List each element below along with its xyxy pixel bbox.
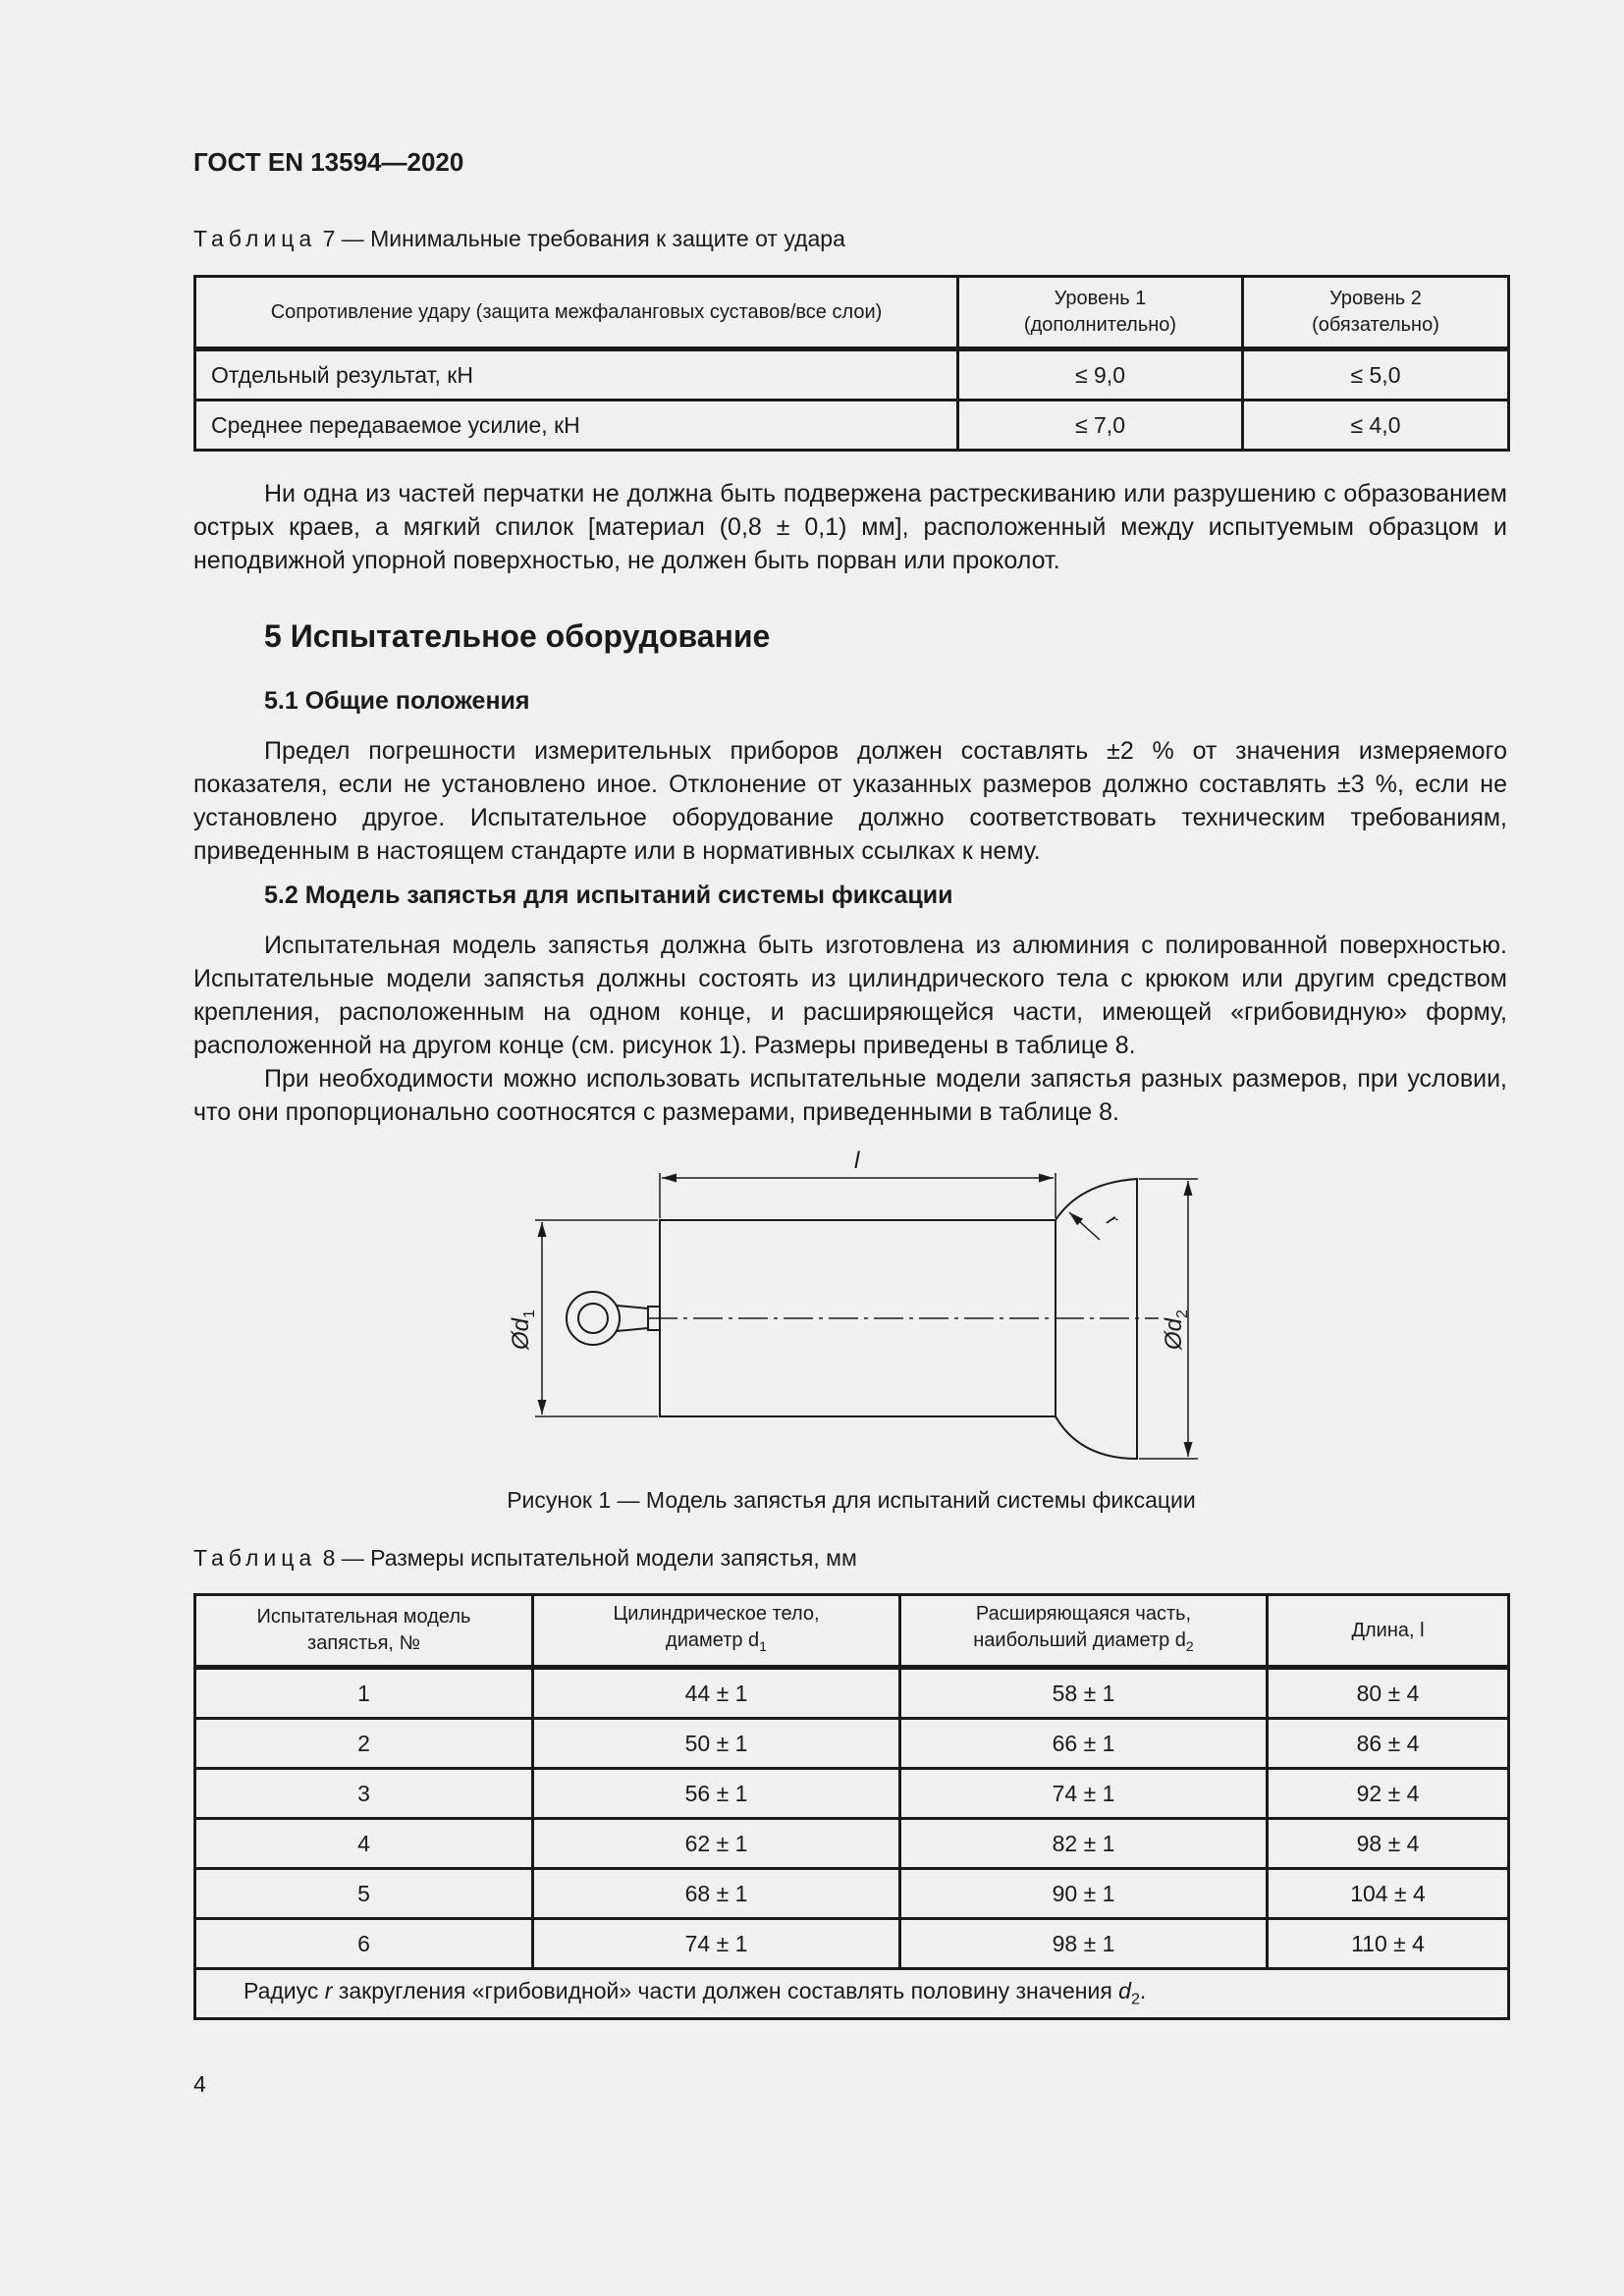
paragraph-text: Испытательная модель запястья должна быть изготовлена из алюминия с полированной поверхностью. Испытательные модели запястья должны состоять из цилиндрического тела с крюком или другим средством крепления, расположенным на одном конце, и расширяющейся части, имеющей «грибовидную» форму, расположенной на другом конце (см. рисунок 1). Размеры приведены в таблице 8. bbox=[193, 932, 1507, 1059]
table7-header-level1 bbox=[958, 277, 1243, 349]
table8-header-cylinder-main: Цилиндрическое тело, bbox=[613, 1603, 820, 1625]
paragraph-text: При необходимости можно использовать испытательные модели запястья разных размеров, при условии, что они пропорционально соотносятся с размерами, приведенными в таблице 8. bbox=[193, 1065, 1507, 1126]
table8-cell: 110 ± 4 bbox=[1268, 1919, 1509, 1969]
hook-ring-outer bbox=[567, 1292, 620, 1345]
table8-cell: 5 bbox=[195, 1869, 533, 1919]
table8-header-cylinder-sub bbox=[534, 1628, 898, 1660]
table7-header-level1-text: Уровень 1 (дополнительно) bbox=[1023, 288, 1177, 336]
table7-cell: ≤ 5,0 bbox=[1243, 349, 1509, 400]
label-d2-sub: 2 bbox=[1174, 1309, 1191, 1318]
table7-header-level2-text: Уровень 2 (обязательно) bbox=[1312, 288, 1439, 336]
table-row bbox=[195, 400, 1509, 451]
table8-cell: 56 ± 1 bbox=[533, 1769, 900, 1819]
table8-header-expanding-main: Расширяющаяся часть, bbox=[975, 1603, 1192, 1625]
table8-header-cylinder-sub-text: диаметр d bbox=[666, 1629, 760, 1651]
section-5-title: 5 Испытательное оборудование bbox=[264, 618, 771, 654]
table7-cell: Среднее передаваемое усилие, кН bbox=[195, 400, 958, 451]
note-d: d bbox=[1118, 1978, 1131, 2004]
table7-header-resistance: Сопротивление удару (защита межфаланговых суставов/все слои) bbox=[195, 277, 958, 349]
section-5-2-title: 5.2 Модель запястья для испытаний системы фиксации bbox=[264, 881, 953, 909]
table8-cell: 6 bbox=[195, 1919, 533, 1969]
label-d2 bbox=[1161, 1309, 1191, 1351]
table8-cell: 92 ± 4 bbox=[1268, 1769, 1509, 1819]
table8-header-length: Длина, l bbox=[1268, 1595, 1509, 1668]
table8 bbox=[193, 1593, 1510, 2020]
label-d1 bbox=[508, 1309, 538, 1351]
table8-cell: 58 ± 1 bbox=[900, 1668, 1268, 1719]
table7-caption-word: Таблица bbox=[193, 226, 317, 251]
note-r: r bbox=[324, 1978, 333, 2004]
table8-header-cylinder bbox=[533, 1595, 900, 1668]
hook-neck bbox=[617, 1306, 648, 1331]
paragraph-impact bbox=[193, 477, 1507, 577]
dim-r-line bbox=[1069, 1212, 1100, 1240]
table-row bbox=[195, 1869, 1509, 1919]
table8-cell: 44 ± 1 bbox=[533, 1668, 900, 1719]
table8-cell: 104 ± 4 bbox=[1268, 1869, 1509, 1919]
table-row bbox=[195, 1919, 1509, 1969]
table-row bbox=[195, 1819, 1509, 1869]
label-l: l bbox=[854, 1148, 860, 1174]
note-end: . bbox=[1139, 1978, 1147, 2004]
label-d1-prefix: Ød bbox=[508, 1317, 534, 1350]
table7-caption bbox=[193, 226, 845, 252]
paragraph-5-1 bbox=[193, 734, 1507, 868]
table-row bbox=[195, 1719, 1509, 1769]
label-d1-sub: 1 bbox=[521, 1309, 538, 1318]
table8-cell: 50 ± 1 bbox=[533, 1719, 900, 1769]
table7-cell: ≤ 4,0 bbox=[1243, 400, 1509, 451]
table8-cell: 98 ± 1 bbox=[900, 1919, 1268, 1969]
table8-cell: 1 bbox=[195, 1668, 533, 1719]
table8-cell: 90 ± 1 bbox=[900, 1869, 1268, 1919]
table8-caption bbox=[193, 1545, 857, 1572]
table8-header-model bbox=[195, 1595, 533, 1668]
label-d2-prefix: Ød bbox=[1161, 1317, 1187, 1350]
table8-cell: 82 ± 1 bbox=[900, 1819, 1268, 1869]
document-header: ГОСТ EN 13594—2020 bbox=[193, 147, 464, 177]
table8-cell: 74 ± 1 bbox=[533, 1919, 900, 1969]
table8-cell: 62 ± 1 bbox=[533, 1819, 900, 1869]
table8-note bbox=[195, 1969, 1509, 2019]
table8-cell: 80 ± 4 bbox=[1268, 1668, 1509, 1719]
table8-caption-text: 8 — Размеры испытательной модели запястья, мм bbox=[322, 1545, 857, 1571]
table8-cell: 68 ± 1 bbox=[533, 1869, 900, 1919]
table7-cell: ≤ 7,0 bbox=[958, 400, 1243, 451]
table8-cell: 98 ± 4 bbox=[1268, 1819, 1509, 1869]
table7-cell: Отдельный результат, кН bbox=[195, 349, 958, 400]
table8-cell: 2 bbox=[195, 1719, 533, 1769]
table7-cell: ≤ 9,0 bbox=[958, 349, 1243, 400]
table8-header-expanding-sub bbox=[901, 1628, 1266, 1660]
paragraph-5-2 bbox=[193, 929, 1507, 1129]
table-row bbox=[195, 1668, 1509, 1719]
hook-ring-inner bbox=[578, 1304, 608, 1333]
wrist-model-figure bbox=[491, 1144, 1237, 1468]
note-d-sub: 2 bbox=[1130, 1990, 1140, 2008]
table7-caption-text: 7 — Минимальные требования к защите от удара bbox=[322, 226, 845, 251]
table8-cell: 74 ± 1 bbox=[900, 1769, 1268, 1819]
page-number: 4 bbox=[193, 2071, 206, 2097]
table8-cell: 4 bbox=[195, 1819, 533, 1869]
note-prefix: Радиус bbox=[244, 1978, 325, 2004]
paragraph-text: Ни одна из частей перчатки не должна быть подвержена растрескиванию или разрушению с образованием острых краев, а мягкий спилок [материал (0,8 ± 0,1) мм], расположенный между испытуемым образцом и неподвижной упорной поверхностью, не должен быть порван или проколот. bbox=[193, 480, 1507, 574]
paragraph-text: Предел погрешности измерительных приборов должен составлять ±2 % от значения измеряемого показателя, если не установлено иное. Отклонение от указанных размеров должно составлять ±3 %, если не установлено другое. Испытательное оборудование должно соответствовать техническим требованиям, приведенным в настоящем стандарте или в нормативных ссылках к нему. bbox=[193, 737, 1507, 865]
table-row bbox=[195, 1769, 1509, 1819]
table7-header-level2 bbox=[1243, 277, 1509, 349]
table8-cell: 86 ± 4 bbox=[1268, 1719, 1509, 1769]
table8-note-row bbox=[195, 1969, 1509, 2019]
table7 bbox=[193, 275, 1510, 452]
note-mid: закругления «грибовидной» части должен составлять половину значения bbox=[332, 1978, 1119, 2004]
table8-header-cylinder-sub-index: 1 bbox=[759, 1638, 767, 1654]
table8-cell: 66 ± 1 bbox=[900, 1719, 1268, 1769]
table8-cell: 3 bbox=[195, 1769, 533, 1819]
table-row bbox=[195, 349, 1509, 400]
table8-header-expanding-sub-index: 2 bbox=[1185, 1638, 1194, 1654]
table8-header-expanding-sub-text: наибольший диаметр d bbox=[973, 1629, 1186, 1651]
table8-caption-word: Таблица bbox=[193, 1545, 317, 1571]
table8-header-expanding bbox=[900, 1595, 1268, 1668]
figure1-caption: Рисунок 1 — Модель запястья для испытаний системы фиксации bbox=[507, 1487, 1196, 1513]
label-r: r bbox=[1102, 1209, 1122, 1231]
table8-header-model-text: Испытательная модель запястья, № bbox=[256, 1606, 471, 1654]
section-5-1-title: 5.1 Общие положения bbox=[264, 687, 530, 715]
